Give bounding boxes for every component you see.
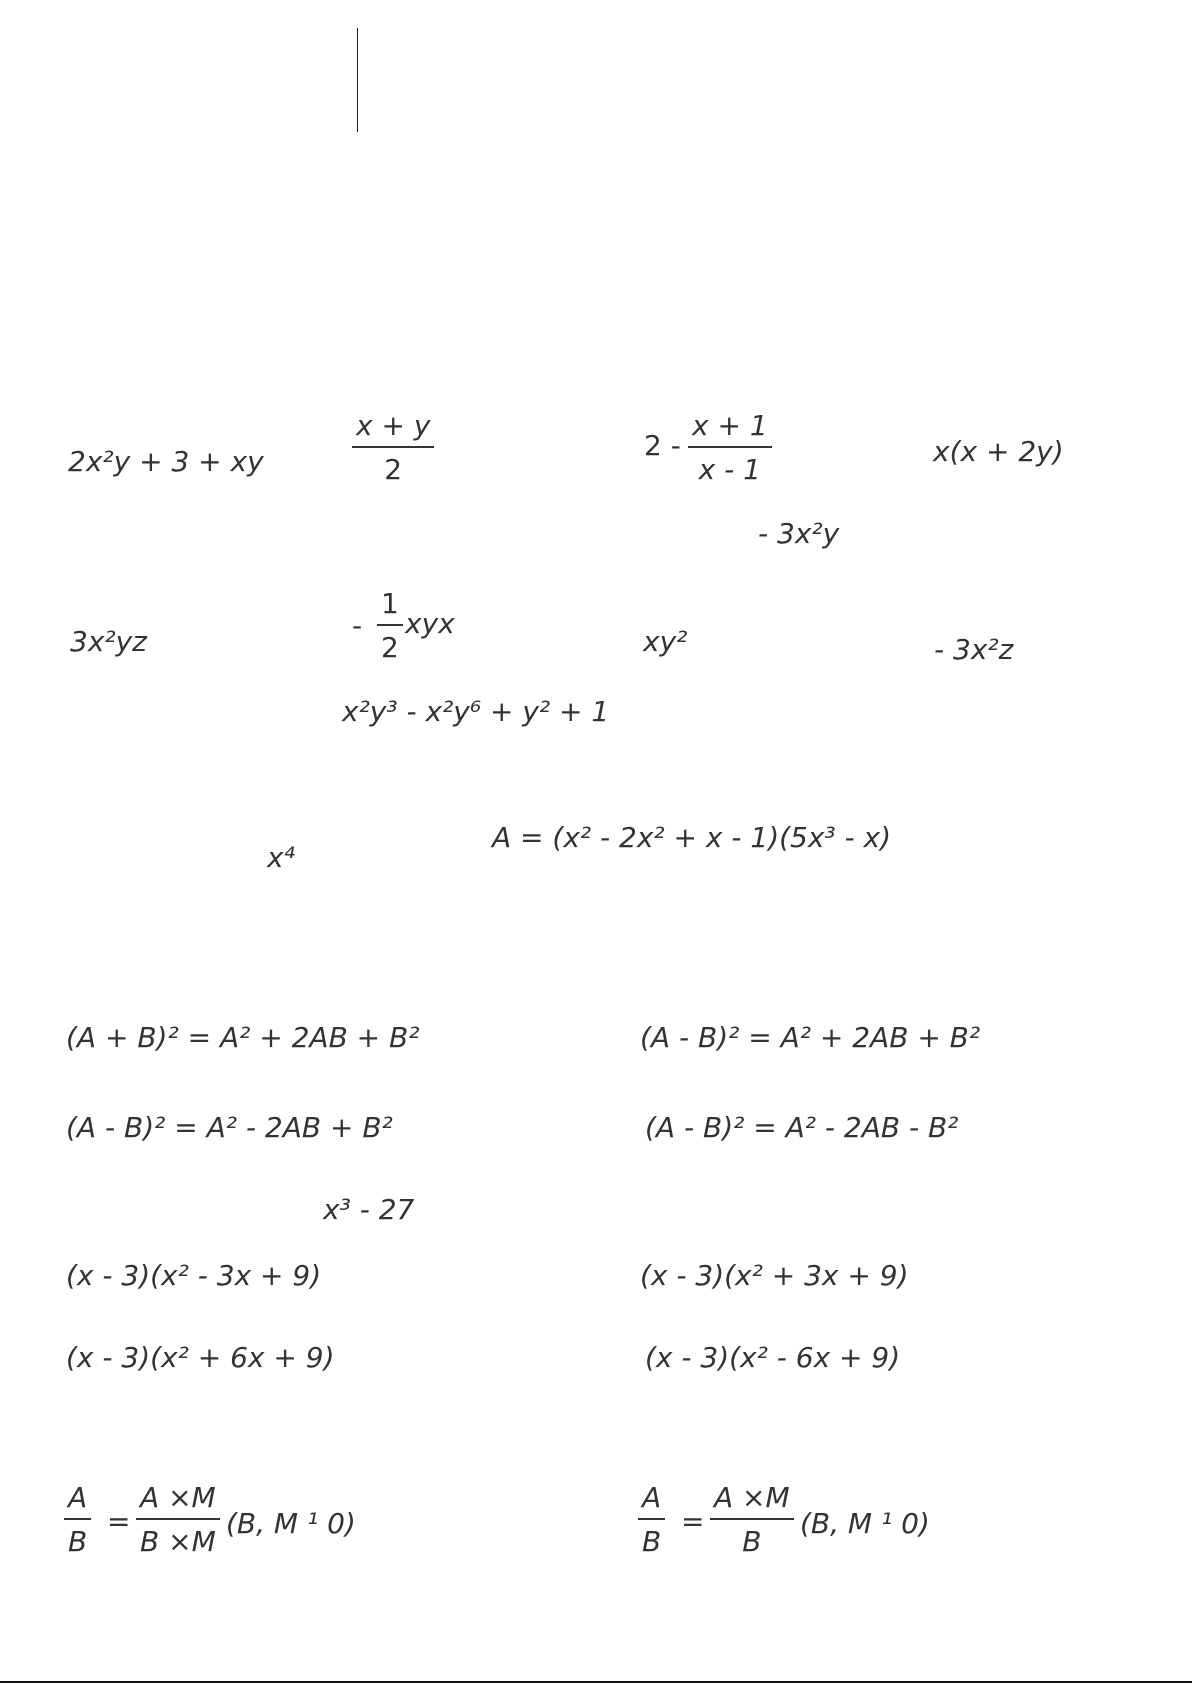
expr-text: x(x + 2y) (933, 435, 1064, 468)
expr-text: (x - 3)(x² + 6x + 9) (66, 1341, 335, 1374)
expr-text: (B, M ¹ 0) (226, 1507, 356, 1540)
condition-right (800, 1507, 930, 1540)
fraction-bar (136, 1518, 220, 1520)
expr-text: (A - B)² = A² - 2AB - B² (645, 1111, 959, 1144)
expr-text: x²y³ - x²y⁶ + y² + 1 (342, 695, 610, 728)
expr-x3-minus-27 (323, 1193, 415, 1226)
factor-option-4 (645, 1341, 901, 1374)
fraction-numerator: x + 1 (692, 409, 768, 442)
fraction-AM-over-B (710, 1481, 794, 1558)
fraction-denominator: B (642, 1524, 662, 1558)
expr-x-times-x-plus-2y (933, 435, 1064, 468)
expr-minus-3x2y (758, 517, 840, 550)
fraction-bar (688, 446, 772, 448)
fraction-bar (710, 1518, 794, 1520)
fraction-denominator: 2 (384, 452, 403, 486)
fraction-A-over-B-left (64, 1481, 91, 1558)
expr-polynomial (342, 695, 610, 728)
expr-text: 3x²yz (70, 625, 147, 658)
fraction-numerator: A (68, 1481, 88, 1514)
equals-sign-left: = (107, 1505, 131, 1538)
fraction-bar (377, 624, 403, 626)
expr-text: (A - B)² = A² + 2AB + B² (640, 1021, 981, 1054)
factor-option-3 (66, 1341, 335, 1374)
identity-option-1 (66, 1021, 420, 1054)
expr-text: (x - 3)(x² + 3x + 9) (640, 1259, 909, 1292)
expr-text: x⁴ (267, 841, 295, 874)
identity-option-4 (645, 1111, 959, 1144)
expr-A-product (492, 821, 892, 854)
factor-option-1 (66, 1259, 322, 1292)
expr-x4 (267, 841, 295, 874)
fraction-denominator: B (742, 1524, 762, 1558)
expr-xyx (405, 607, 455, 640)
fraction-numerator: A (642, 1481, 662, 1514)
fraction-1-over-2 (377, 587, 403, 664)
bottom-rule (0, 1681, 1192, 1683)
factor-option-2 (640, 1259, 909, 1292)
fraction-numerator: x + y (356, 409, 431, 442)
fraction-numerator: A ×M (140, 1481, 216, 1514)
expr-text: - 3x²z (934, 633, 1014, 666)
fraction-denominator: x - 1 (698, 452, 761, 486)
expr-text: x³ - 27 (323, 1193, 415, 1226)
expr-2-minus-prefix (644, 429, 681, 462)
fraction-A-over-B-right (638, 1481, 665, 1558)
expr-text: (x - 3)(x² - 3x + 9) (66, 1259, 322, 1292)
fraction-numerator: 1 (381, 587, 399, 620)
expr-text: 2 - (644, 429, 681, 462)
equals-sign-right: = (681, 1505, 705, 1538)
condition-left (226, 1507, 356, 1540)
expr-2x2y-plus-3-plus-xy (68, 445, 264, 478)
expr-text: xyx (405, 607, 455, 640)
expr-text: (B, M ¹ 0) (800, 1507, 930, 1540)
fraction-x-plus-1-over-x-minus-1 (688, 409, 772, 486)
expr-text: - (352, 609, 363, 642)
expr-text: A = (x² - 2x² + x - 1)(5x³ - x) (492, 821, 892, 854)
expr-text: - 3x²y (758, 517, 840, 550)
fraction-AM-over-BM (136, 1481, 220, 1558)
fraction-denominator: 2 (381, 630, 399, 664)
expr-text: (x - 3)(x² - 6x + 9) (645, 1341, 901, 1374)
expr-minus-prefix (352, 609, 363, 642)
expr-text: (A + B)² = A² + 2AB + B² (66, 1021, 420, 1054)
fraction-bar (638, 1518, 665, 1520)
expr-minus-3x2z (934, 633, 1014, 666)
expr-3x2yz (70, 625, 147, 658)
vertical-divider-line (357, 28, 358, 132)
fraction-denominator: B ×M (140, 1524, 216, 1558)
fraction-bar (64, 1518, 91, 1520)
expr-text: (A - B)² = A² - 2AB + B² (66, 1111, 393, 1144)
identity-option-2 (640, 1021, 981, 1054)
expr-text: xy² (643, 625, 688, 658)
identity-option-3 (66, 1111, 393, 1144)
fraction-x-plus-y-over-2 (352, 409, 434, 486)
fraction-denominator: B (68, 1524, 88, 1558)
expr-text: 2x²y + 3 + xy (68, 445, 264, 478)
expr-xy2 (643, 625, 688, 658)
fraction-numerator: A ×M (714, 1481, 790, 1514)
fraction-bar (352, 446, 434, 448)
